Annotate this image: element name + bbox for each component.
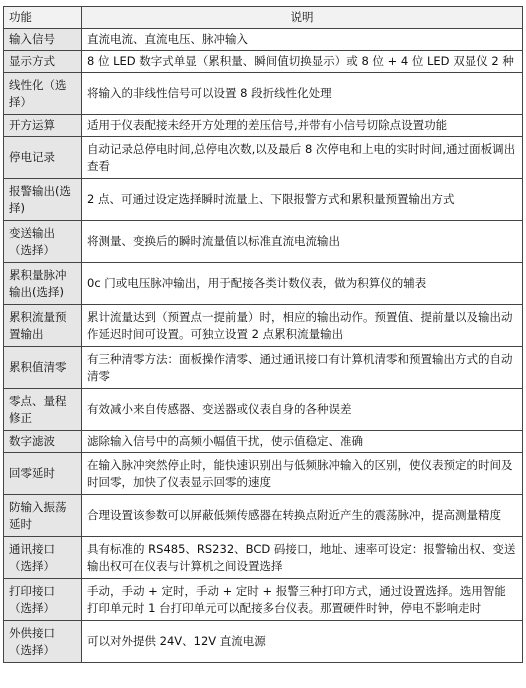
table-row [4,495,523,537]
feature-name: 线性化（选择） [4,73,82,115]
feature-description: 具有标准的 RS485、RS232、BCD 码接口，地址、速率可设定：报警输出权、变送输出权可在仪表与计算机之间设置选择 [82,537,523,579]
feature-description: 滤除输入信号中的高频小幅值干扰，使示值稳定、准确 [82,431,523,453]
table-row [4,453,523,495]
feature-description: 手动，手动 + 定时，手动 + 定时 + 报警三种打印方式，通过设置选择。选用智能打印单元时 1 台打印单元可以配接多台仪表。那置硬件时钟，停电不影响走时 [82,579,523,621]
feature-name: 显示方式 [4,51,82,73]
spec-table [3,6,523,663]
feature-description: 合理设置该参数可以屏蔽低频传感器在转换点附近产生的震荡脉冲，提高测量精度 [82,495,523,537]
table-row [4,621,523,663]
table-row [4,115,523,137]
feature-name: 零点、量程修正 [4,389,82,431]
table-row [4,221,523,263]
table-row [4,51,523,73]
table-row [4,29,523,51]
feature-description: 0c 门或电压脉冲输出，用于配接各类计数仪表，做为积算仪的辅表 [82,263,523,305]
feature-description: 2 点、可通过设定选择瞬时流量上、下限报警方式和累积量预置输出方式 [82,179,523,221]
feature-description: 8 位 LED 数字式单显（累积量、瞬间值切换显示）或 8 位 + 4 位 LED 双显仪 2 种 [82,51,523,73]
header-row [4,7,523,29]
feature-description: 可以对外提供 24V、12V 直流电源 [82,621,523,663]
header-feature: 功能 [4,7,82,29]
feature-description: 将输入的非线性信号可以设置 8 段折线性化处理 [82,73,523,115]
feature-description: 将测量、变换后的瞬时流量值以标准直流电流输出 [82,221,523,263]
feature-name: 停电记录 [4,137,82,179]
table-row [4,73,523,115]
feature-name: 回零延时 [4,453,82,495]
feature-description: 累计流量达到（预置点一提前量）时，相应的输出动作。预置值、提前量以及输出动作延迟时间可设置。可独立设置 2 点累积流量输出 [82,305,523,347]
feature-description: 自动记录总停电时间,总停电次数,以及最后 8 次停电和上电的实时时间,通过面板调出查看 [82,137,523,179]
feature-description: 适用于仪表配接未经开方处理的差压信号,并带有小信号切除点设置功能 [82,115,523,137]
feature-description: 有效减小来自传感器、变送器或仪表自身的各种误差 [82,389,523,431]
table-row [4,537,523,579]
feature-name: 防输入振荡延时 [4,495,82,537]
table-row [4,179,523,221]
table-row [4,389,523,431]
table-row [4,305,523,347]
feature-name: 外供接口（选择） [4,621,82,663]
feature-description: 有三种清零方法：面板操作清零、通过通讯接口有计算机清零和预置输出方式的自动清零 [82,347,523,389]
table-row [4,579,523,621]
table-row [4,263,523,305]
feature-name: 累积值清零 [4,347,82,389]
feature-name: 数字滤波 [4,431,82,453]
feature-name: 累积量脉冲输出(选择) [4,263,82,305]
header-description: 说明 [82,7,523,29]
table-row [4,431,523,453]
table-row [4,347,523,389]
feature-name: 报警输出(选择) [4,179,82,221]
feature-name: 开方运算 [4,115,82,137]
feature-description: 在输入脉冲突然停止时，能快速识别出与低频脉冲输入的区别，使仪表预定的时间及时回零，加快了仪表显示回零的速度 [82,453,523,495]
feature-name: 通讯接口（选择） [4,537,82,579]
feature-name: 变送输出（选择） [4,221,82,263]
feature-description: 直流电流、直流电压、脉冲输入 [82,29,523,51]
feature-name: 打印接口（选择） [4,579,82,621]
feature-name: 累积流量预置输出 [4,305,82,347]
feature-name: 输入信号 [4,29,82,51]
table-row [4,137,523,179]
